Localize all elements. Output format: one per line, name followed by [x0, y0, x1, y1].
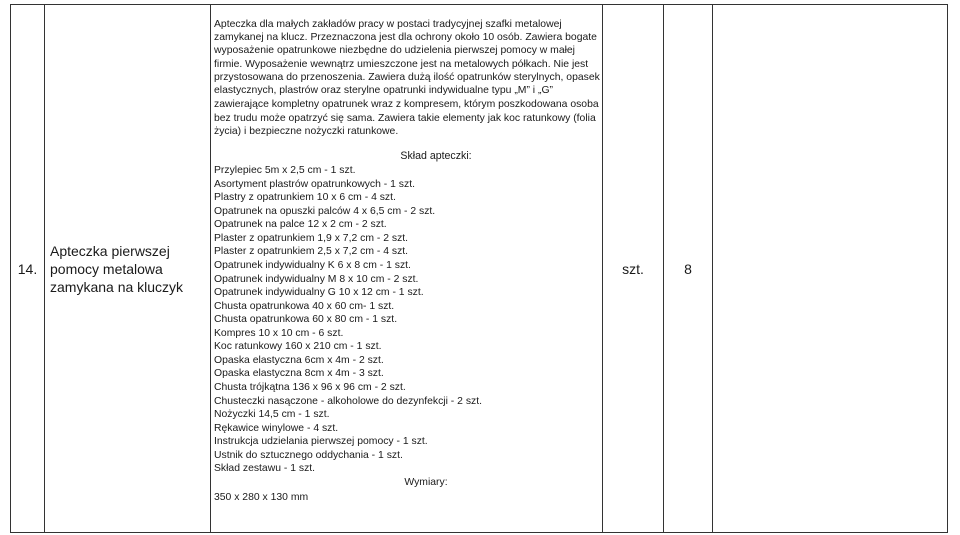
- contents-item: Koc ratunkowy 160 x 210 cm - 1 szt.: [214, 341, 382, 353]
- contents-item: Opatrunek indywidualny M 8 x 10 cm - 2 szt.: [214, 273, 419, 285]
- dimensions-heading: Wymiary:: [404, 476, 448, 488]
- product-name: Apteczka pierwszej pomocy metalowa zamykana na kluczyk: [45, 5, 211, 533]
- contents-item: Opatrunek indywidualny K 6 x 8 cm - 1 szt.: [214, 260, 411, 272]
- contents-item: Opatrunek indywidualny G 10 x 12 cm - 1 szt.: [214, 287, 424, 299]
- description-line: przystosowana do przenoszenia. Zawiera dużą ilość opatrunków sterylnych, opasek: [214, 71, 600, 83]
- contents-item: Opatrunek na opuszki palców 4 x 6,5 cm - 2 szt.: [214, 205, 436, 217]
- contents-item: Chusta opatrunkowa 60 x 80 cm - 1 szt.: [214, 314, 398, 326]
- empty-cell: [713, 5, 948, 533]
- contents-item: Opaska elastyczna 8cm x 4m - 3 szt.: [214, 368, 384, 380]
- contents-list: [214, 164, 598, 476]
- description-line: zamykanej na klucz. Przeznaczona jest dla ochrony około 10 osób. Zawiera bogate: [214, 32, 597, 44]
- description-line: Apteczka dla małych zakładów pracy w postaci tradycyjnej szafki metalowej: [214, 19, 562, 30]
- contents-item: Opatrunek na palce 12 x 2 cm - 2 szt.: [214, 219, 387, 231]
- description-line: życia) i bezpieczne nożyczki ratunkowe.: [214, 126, 399, 138]
- contents-item: Chusta opatrunkowa 40 x 60 cm- 1 szt.: [214, 300, 395, 312]
- contents-item: Skład zestawu - 1 szt.: [214, 463, 316, 475]
- contents-heading: Skład apteczki:: [400, 150, 472, 163]
- contents-item: Przylepiec 5m x 2,5 cm - 1 szt.: [214, 165, 356, 177]
- product-description-cell: [211, 5, 603, 533]
- quantity: 8: [664, 5, 713, 533]
- contents-item: Kompres 10 x 10 cm - 6 szt.: [214, 327, 344, 339]
- product-spec-table: [10, 4, 948, 533]
- contents-item: Instrukcja udzielania pierwszej pomocy - 1 szt.: [214, 436, 428, 448]
- description-line: wyposażenie opatrunkowe niezbędne do udzielenia pierwszej pomocy w małej: [214, 45, 575, 57]
- row-number: 14.: [11, 5, 45, 533]
- description-line: elastycznych, plastrów oraz sterylne opatrunki indywidualne typu „M” i „G”: [214, 85, 553, 97]
- dimensions-value: 350 x 280 x 130 mm: [214, 492, 309, 504]
- description-line: zawierające kompletny opatrunek wraz z kompresem, którym poszkodowana osoba: [214, 98, 599, 110]
- contents-item: Asortyment plastrów opatrunkowych - 1 szt.: [214, 178, 415, 190]
- contents-item: Chusteczki nasączone - alkoholowe do dezynfekcji - 2 szt.: [214, 395, 482, 407]
- contents-item: Plastry z opatrunkiem 10 x 6 cm - 4 szt.: [214, 192, 396, 204]
- unit: szt.: [603, 5, 664, 533]
- contents-item: Opaska elastyczna 6cm x 4m - 2 szt.: [214, 354, 384, 366]
- description-line: firmie. Wyposażenie wewnątrz umieszczone jest na metalowych półkach. Nie jest: [214, 58, 589, 70]
- contents-item: Ustnik do sztucznego oddychania - 1 szt.: [214, 449, 403, 461]
- description-paragraph-1: [214, 18, 598, 84]
- table-row: [11, 5, 948, 533]
- contents-item: Rękawice winylowe - 4 szt.: [214, 422, 339, 434]
- description-paragraph-2: [214, 84, 598, 139]
- contents-item: Nożyczki 14,5 cm - 1 szt.: [214, 409, 330, 421]
- description-line: bez trudu może opatrzyć się sama. Zawiera takie elementy jak koc ratunkowy (folia: [214, 112, 596, 124]
- contents-item: Plaster z opatrunkiem 2,5 x 7,2 cm - 4 szt.: [214, 246, 409, 258]
- contents-item: Plaster z opatrunkiem 1,9 x 7,2 cm - 2 szt.: [214, 232, 409, 244]
- contents-item: Chusta trójkątna 136 x 96 x 96 cm - 2 szt.: [214, 381, 406, 393]
